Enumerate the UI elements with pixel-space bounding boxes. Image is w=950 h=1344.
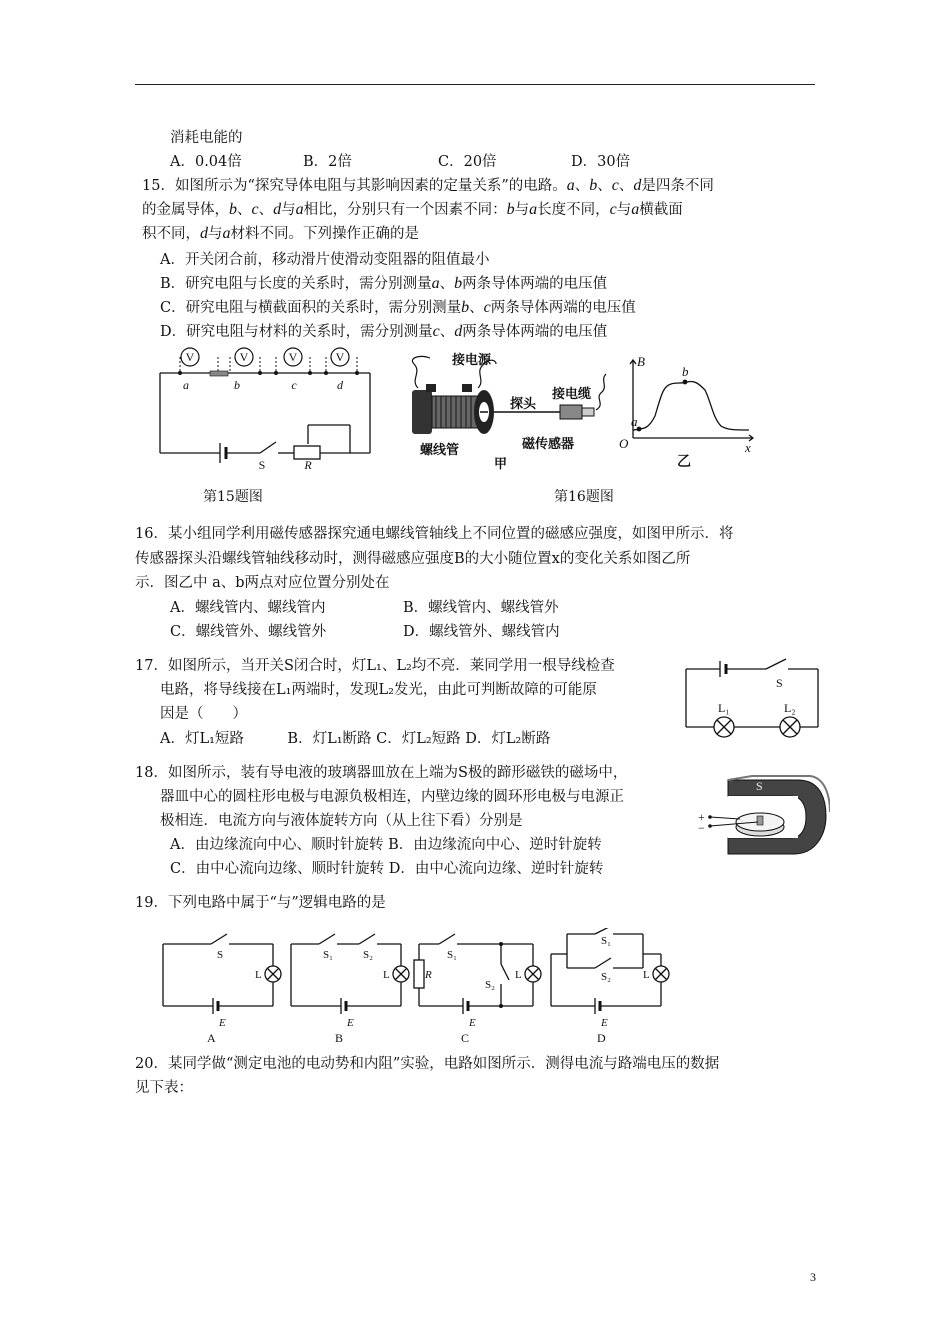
q15-option-c: C．研究电阻与横截面积的关系时，需分别测量b、c两条导体两端的电压值 [160, 299, 636, 316]
fig17-circuit [680, 655, 825, 745]
fig15-meter-label: V [288, 350, 298, 364]
fig19c-resistor: R [425, 969, 432, 981]
fig15-meter-label: V [239, 350, 249, 364]
fig16-origin: O [619, 436, 629, 451]
fig16-probe-label: 探头 [510, 396, 537, 411]
solenoid-end-icon [412, 390, 432, 434]
q17-options: A．灯L₁短路 B．灯L₁断路 C．灯L₂短路 D．灯L₂断路 [160, 731, 551, 747]
q16-option-b: B．螺线管内、螺线管外 [403, 600, 559, 616]
page-number: 3 [810, 1270, 816, 1284]
fig15-label-c: c [291, 378, 297, 392]
q18-line2: 器皿中心的圆柱形电极与电源负极相连，内壁边缘的圆环形电极与电源正 [160, 789, 624, 805]
fig18-pole-label: S [756, 779, 763, 793]
fig16-sensor-label: 磁传感器 [522, 436, 575, 451]
fig16-caption: 第16题图 [554, 489, 614, 505]
q15-line2: 的金属导体，b、c、d与a相比，分别只有一个因素不同：b与a长度不同，c与a横截面 [142, 201, 683, 218]
fig15-rheostat-label: R [304, 458, 312, 470]
fig15-label-a: a [183, 378, 189, 392]
fig15-caption: 第15题图 [203, 489, 263, 505]
fig18-plus: + [698, 810, 705, 824]
fig16-yi-label: 乙 [677, 455, 691, 470]
q17-line3: 因是（ ） [160, 706, 247, 722]
q14-option-b: B．2倍 [303, 154, 352, 170]
fig16-apparatus [400, 350, 615, 470]
q15-line1: 15．如图所示为“探究导体电阻与其影响因素的定量关系”的电路。a、b、c、d是四条不同 [142, 177, 714, 194]
fig19d-switch2: S₂ [601, 971, 611, 983]
fig18-minus: − [698, 821, 705, 835]
q16-line3: 示．图乙中 a、b两点对应位置分别处在 [135, 575, 390, 591]
fig15-label-b: b [234, 378, 240, 392]
q16-line1: 16．某小组同学利用磁传感器探究通电螺线管轴线上不同位置的磁感应强度，如图甲所示．将 [135, 526, 734, 542]
fig19a-switch: S [217, 949, 224, 961]
q16-option-a: A．螺线管内、螺线管内 [170, 600, 326, 616]
fig17-l2-label: L₂ [784, 701, 796, 715]
fig19b-switch2: S₂ [363, 949, 373, 961]
q15-option-b: B．研究电阻与长度的关系时，需分别测量a、b两条导体两端的电压值 [160, 275, 608, 292]
q17-line2: 电路，将导线接在L₁两端时，发现L₂发光，由此可判断故障的可能原 [160, 682, 597, 698]
q14-option-a: A．0.04倍 [170, 154, 242, 170]
fig19a-emf: E [219, 1017, 226, 1029]
q17-line1: 17．如图所示，当开关S闭合时，灯L₁、L₂均不亮．莱同学用一根导线检查 [135, 658, 615, 674]
fig16-jia-label: 甲 [494, 456, 508, 470]
fig16-point-b: b [682, 364, 689, 379]
q20-line2: 见下表： [135, 1080, 193, 1096]
fig19d-lamp: L [643, 969, 650, 981]
fig19-label-b: B [335, 1031, 344, 1045]
fig18-magnet [690, 772, 830, 862]
fig16-graph [615, 352, 765, 474]
fig16-axis-x: x [745, 440, 751, 455]
fig16-power-label: 接电源 [452, 352, 492, 367]
fig19c-emf: E [469, 1017, 476, 1029]
q16-option-d: D．螺线管外、螺线管内 [403, 624, 560, 640]
fig19b-emf: E [347, 1017, 354, 1029]
fig19c-switch2: S₂ [485, 979, 495, 991]
fig19-label-d: D [597, 1031, 606, 1045]
fig19a-lamp: L [255, 969, 262, 981]
q19-line1: 19．下列电路中属于“与”逻辑电路的是 [135, 895, 386, 911]
q14-tail: 消耗电能的 [170, 130, 243, 146]
fig19c-switch1: S₁ [447, 949, 457, 961]
fig15-meter-label: V [335, 350, 345, 364]
fig16-point-a: a [631, 414, 638, 429]
q18-line3: 极相连．电流方向与液体旋转方向（从上往下看）分别是 [160, 813, 523, 829]
q18-line1: 18．如图所示，装有导电液的玻璃器皿放在上端为S极的蹄形磁铁的磁场中， [135, 765, 628, 781]
fig19b-lamp: L [383, 969, 390, 981]
q18-options-cd: C．由中心流向边缘、顺时针旋转 D．由中心流向边缘、逆时针旋转 [170, 861, 604, 877]
fig15-label-d: d [337, 378, 343, 392]
q15-line3: 积不同，d与a材料不同。下列操作正确的是 [142, 225, 419, 242]
fig16-cable-label: 接电缆 [552, 386, 592, 401]
fig15-meter-label: V [185, 350, 195, 364]
fig19c-lamp: L [515, 969, 522, 981]
q14-option-c: C．20倍 [438, 154, 497, 170]
q14-option-d: D．30倍 [571, 154, 631, 170]
fig19d-switch1: S₁ [601, 935, 611, 947]
q18-options-ab: A．由边缘流向中心、顺时针旋转 B．由边缘流向中心、逆时针旋转 [170, 837, 602, 853]
fig19d-emf: E [601, 1017, 608, 1029]
resistor-icon [414, 960, 424, 988]
fig16-solenoid-label: 螺线管 [420, 442, 460, 457]
fig19b-switch1: S₁ [323, 949, 333, 961]
fig16-axis-y: B [637, 354, 645, 369]
q16-option-c: C．螺线管外、螺线管外 [170, 624, 327, 640]
fig15-switch-label: S [258, 458, 266, 470]
fig17-l1-label: L₁ [718, 701, 730, 715]
fig19-circuits [155, 928, 690, 1046]
magnetic-sensor-icon [560, 405, 582, 419]
fig19-label-a: A [207, 1031, 216, 1045]
fig17-switch-label: S [776, 676, 783, 690]
fig19-label-c: C [461, 1031, 470, 1045]
header-rule [135, 84, 815, 85]
q15-option-d: D．研究电阻与材料的关系时，需分别测量c、d两条导体两端的电压值 [160, 323, 608, 340]
q16-line2: 传感器探头沿螺线管轴线移动时，测得磁感应强度B的大小随位置x的变化关系如图乙所 [135, 551, 691, 567]
q15-option-a: A．开关闭合前，移动滑片使滑动变阻器的阻值最小 [160, 252, 490, 268]
fig15-circuit [150, 345, 380, 470]
q20-line1: 20．某同学做“测定电池的电动势和内阻”实验，电路如图所示．测得电流与路端电压的数据 [135, 1056, 720, 1072]
